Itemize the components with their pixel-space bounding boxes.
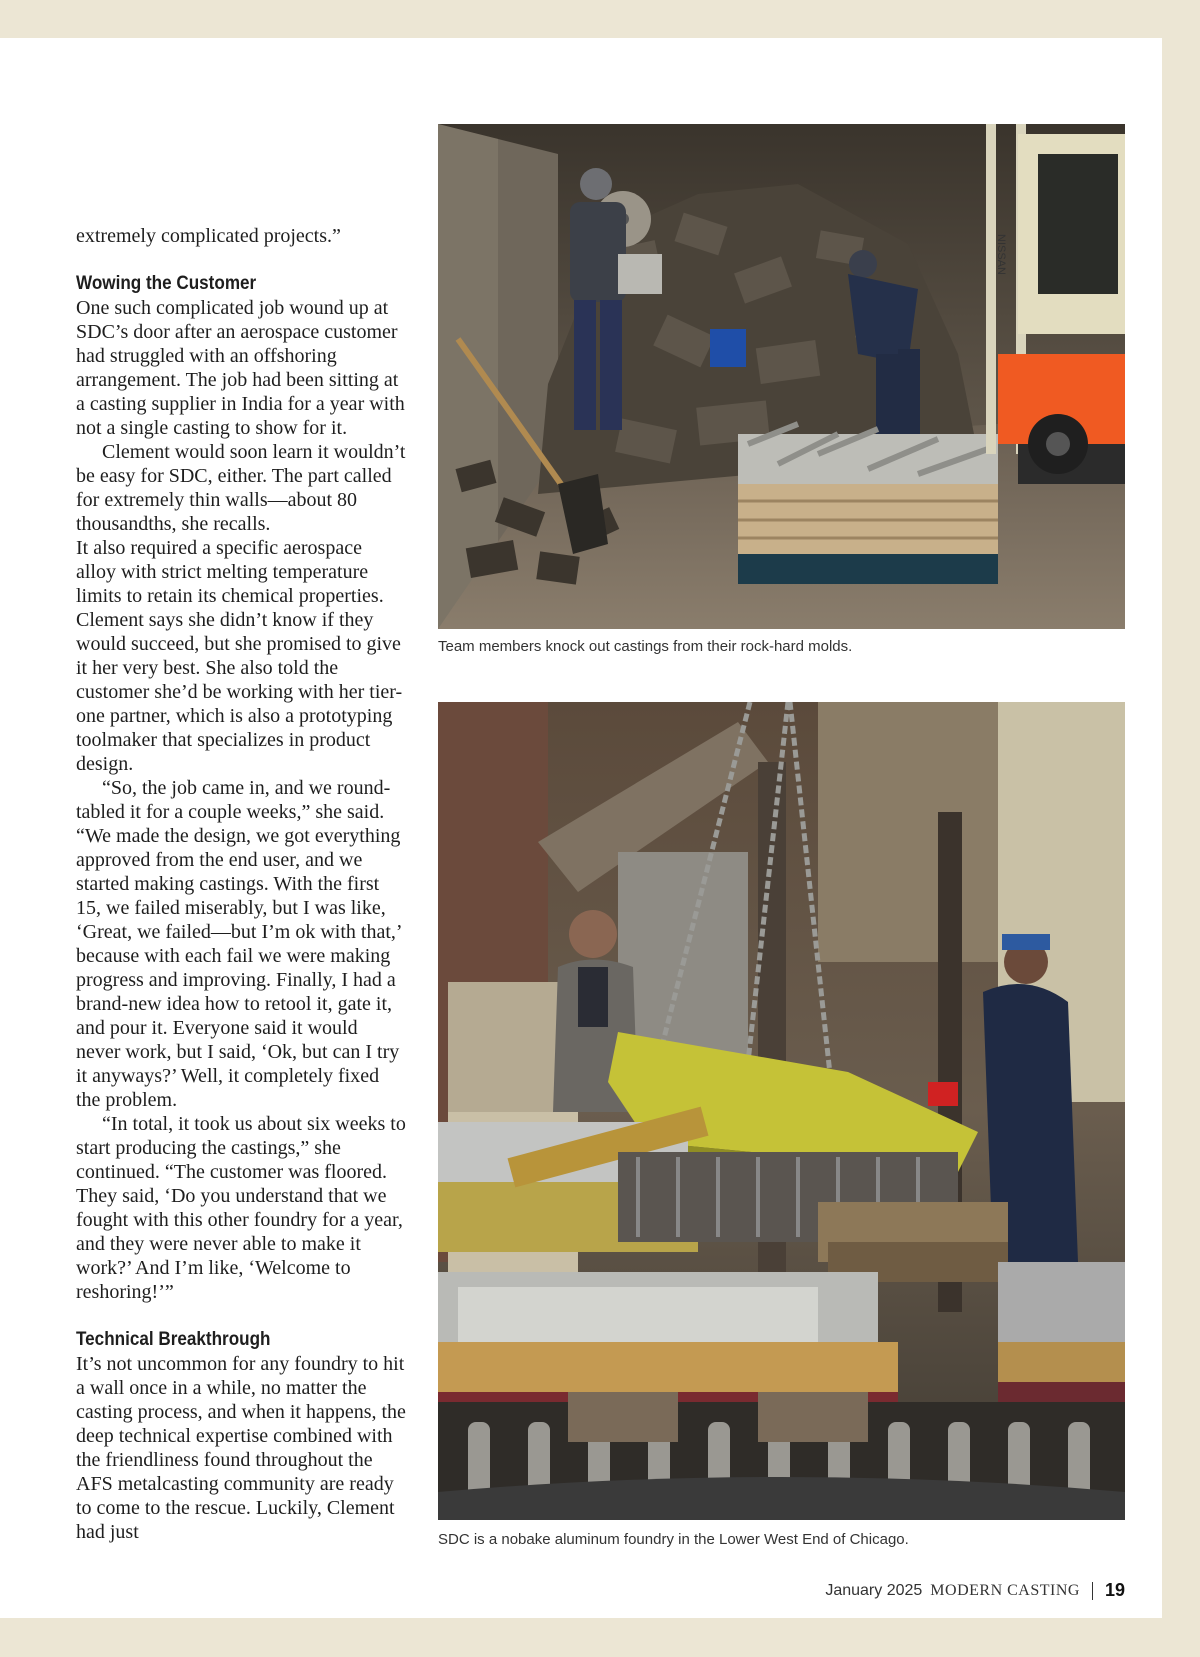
photo-shakeout [438, 124, 1125, 629]
article-column [76, 224, 406, 1544]
article-paragraph: “So, the job came in, and we round-tabled it for a couple weeks,” she said. “We made the design, we got everything approved from the end user, and we started making castings. With the first 15, we failed miserably, but I was like, ‘Great, we failed—but I’m ok with that,’ because with each fail we were making progress and improving. Finally, I had a brand-new idea how to retool it, gate it, and pour it. Everyone said it would never work, but I said, ‘Ok, but can I try it anyways?’ Well, it completely fixed the problem. [76, 777, 402, 1111]
issue-date: January 2025 [825, 1581, 923, 1599]
footer-divider [1092, 1582, 1093, 1600]
page-number: 19 [1104, 1580, 1125, 1600]
page-footer [825, 1580, 1125, 1601]
article-paragraph: Clement would soon learn it wouldn’t be easy for SDC, either. The part called for extremely thin walls—about 80 thousandths, she recalls. [76, 441, 406, 535]
article-paragraph: One such complicated job wound up at SDC’s door after an aerospace customer had struggled with an offshoring arrangement. The job had been sitting at a casting supplier in India for a year with not a single casting to show for it. [76, 297, 405, 439]
article-paragraph: It also required a specific aerospace alloy with strict melting temperature limits to retain its chemical properties. Clement says she didn’t know if they would succeed, but she promised to give it her very best. She also told the customer she’d be working with her tier-one partner, which is also a prototyping toolmaker that specializes in product design. [76, 537, 403, 775]
photo-caption: SDC is a nobake aluminum foundry in the Lower West End of Chicago. [438, 1531, 909, 1548]
forklift-brand-text: NISSAN [995, 234, 1007, 275]
section-heading: Technical Breakthrough [76, 1329, 271, 1350]
section-heading: Wowing the Customer [76, 273, 257, 294]
article-paragraph: “In total, it took us about six weeks to start producing the castings,” she continued. “The customer was floored. They said, ‘Do you understand that we fought with this other foundry for a year, and they were never able to make it work?’ And I’m like, ‘Welcome to reshoring!’” [76, 1113, 406, 1303]
article-paragraph: It’s not uncommon for any foundry to hit a wall once in a while, no matter the casting process, and when it happens, the deep technical expertise combined with the friendliness found throughout the AFS metalcasting community are ready to come to the rescue. Luckily, Clement had just [76, 1353, 406, 1543]
article-paragraph: extremely complicated projects.” [76, 225, 341, 247]
photo-foundry-floor [438, 702, 1125, 1520]
magazine-name: MODERN CASTING [930, 1581, 1080, 1599]
photo-caption: Team members knock out castings from their rock-hard molds. [438, 638, 853, 655]
magazine-page [0, 38, 1162, 1618]
